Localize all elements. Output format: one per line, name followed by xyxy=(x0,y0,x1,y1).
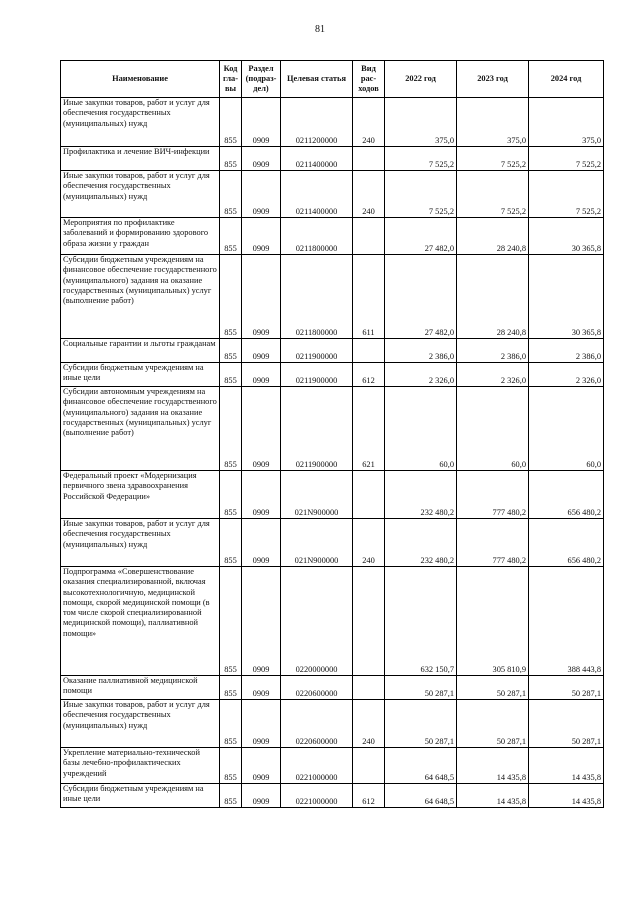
row-2022: 50 287,1 xyxy=(385,676,457,700)
row-chapter: 855 xyxy=(220,519,242,567)
table-row xyxy=(61,339,604,363)
row-2024: 7 525,2 xyxy=(529,147,604,171)
table-row xyxy=(61,784,604,808)
row-2022: 232 480,2 xyxy=(385,519,457,567)
row-target: 021N900000 xyxy=(281,519,353,567)
row-chapter: 855 xyxy=(220,363,242,387)
table-row xyxy=(61,567,604,676)
row-name: Федеральный проект «Модернизация первичного звена здравоохранения Российской Федерации» xyxy=(61,471,220,519)
row-2023: 2 326,0 xyxy=(457,363,529,387)
table-row xyxy=(61,147,604,171)
row-chapter: 855 xyxy=(220,748,242,784)
row-chapter: 855 xyxy=(220,218,242,255)
row-chapter: 855 xyxy=(220,676,242,700)
row-2023: 7 525,2 xyxy=(457,147,529,171)
row-chapter: 855 xyxy=(220,700,242,748)
row-expense: 240 xyxy=(353,700,385,748)
row-2022: 7 525,2 xyxy=(385,171,457,218)
row-2023: 777 480,2 xyxy=(457,471,529,519)
row-expense: 240 xyxy=(353,171,385,218)
table-header-row xyxy=(61,61,604,98)
row-2024: 14 435,8 xyxy=(529,748,604,784)
row-2024: 50 287,1 xyxy=(529,700,604,748)
row-expense xyxy=(353,339,385,363)
row-expense xyxy=(353,471,385,519)
row-chapter: 855 xyxy=(220,255,242,339)
row-expense xyxy=(353,147,385,171)
budget-table xyxy=(60,60,604,808)
row-name: Субсидии автономным учреждениям на финансовое обеспечение государственного (муниципального) задания на оказание государственных (муниципальных) услуг (выполнение работ) xyxy=(61,387,220,471)
row-section: 0909 xyxy=(242,519,281,567)
page-number: 81 xyxy=(315,24,325,35)
row-name: Субсидии бюджетным учреждениям на иные цели xyxy=(61,784,220,808)
table-row xyxy=(61,171,604,218)
row-name: Субсидии бюджетным учреждениям на финансовое обеспечение государственного (муниципального) задания на оказание государственных (муниципальных) услуг (выполнение работ) xyxy=(61,255,220,339)
row-2023: 305 810,9 xyxy=(457,567,529,676)
row-2023: 60,0 xyxy=(457,387,529,471)
row-target: 0220600000 xyxy=(281,700,353,748)
table-row xyxy=(61,255,604,339)
row-2024: 7 525,2 xyxy=(529,171,604,218)
row-2022: 232 480,2 xyxy=(385,471,457,519)
row-target: 021N900000 xyxy=(281,471,353,519)
row-expense: 621 xyxy=(353,387,385,471)
row-2022: 27 482,0 xyxy=(385,218,457,255)
row-section: 0909 xyxy=(242,363,281,387)
row-target: 0221000000 xyxy=(281,784,353,808)
row-target: 0211800000 xyxy=(281,218,353,255)
row-2022: 2 386,0 xyxy=(385,339,457,363)
row-name: Социальные гарантии и льготы гражданам xyxy=(61,339,220,363)
row-section: 0909 xyxy=(242,700,281,748)
row-name: Подпрограмма «Совершенствование оказания специализированной, включая высокотехнологичную, медицинской помощи, скорой медицинской помощи (в том числе скорой специализированной медицинской помощи), паллиативной помощи» xyxy=(61,567,220,676)
row-target: 0211200000 xyxy=(281,98,353,147)
row-expense xyxy=(353,748,385,784)
row-2022: 64 648,5 xyxy=(385,784,457,808)
table-row xyxy=(61,676,604,700)
row-section: 0909 xyxy=(242,171,281,218)
row-expense: 612 xyxy=(353,784,385,808)
row-2024: 60,0 xyxy=(529,387,604,471)
row-2024: 2 326,0 xyxy=(529,363,604,387)
row-2023: 2 386,0 xyxy=(457,339,529,363)
row-name: Оказание паллиативной медицинской помощи xyxy=(61,676,220,700)
row-expense xyxy=(353,218,385,255)
row-target: 0211900000 xyxy=(281,387,353,471)
table-row xyxy=(61,98,604,147)
row-chapter: 855 xyxy=(220,98,242,147)
row-target: 0211800000 xyxy=(281,255,353,339)
row-target: 0211400000 xyxy=(281,147,353,171)
row-section: 0909 xyxy=(242,339,281,363)
row-target: 0221000000 xyxy=(281,748,353,784)
row-chapter: 855 xyxy=(220,339,242,363)
row-2024: 656 480,2 xyxy=(529,519,604,567)
row-expense: 240 xyxy=(353,98,385,147)
row-section: 0909 xyxy=(242,784,281,808)
row-2022: 2 326,0 xyxy=(385,363,457,387)
row-2022: 64 648,5 xyxy=(385,748,457,784)
row-section: 0909 xyxy=(242,387,281,471)
row-2024: 30 365,8 xyxy=(529,255,604,339)
header-target: Целевая статья xyxy=(281,61,353,98)
header-name: Наименование xyxy=(61,61,220,98)
row-chapter: 855 xyxy=(220,387,242,471)
header-chapter: Код гла- вы xyxy=(220,61,242,98)
row-expense xyxy=(353,676,385,700)
row-expense: 612 xyxy=(353,363,385,387)
row-2022: 27 482,0 xyxy=(385,255,457,339)
table-row xyxy=(61,218,604,255)
row-chapter: 855 xyxy=(220,171,242,218)
row-2023: 50 287,1 xyxy=(457,700,529,748)
row-section: 0909 xyxy=(242,255,281,339)
row-target: 0220600000 xyxy=(281,676,353,700)
row-expense: 240 xyxy=(353,519,385,567)
header-2023: 2023 год xyxy=(457,61,529,98)
row-name: Субсидии бюджетным учреждениям на иные цели xyxy=(61,363,220,387)
row-2024: 30 365,8 xyxy=(529,218,604,255)
row-name: Иные закупки товаров, работ и услуг для обеспечения государственных (муниципальных) нужд xyxy=(61,519,220,567)
row-section: 0909 xyxy=(242,748,281,784)
table-row xyxy=(61,700,604,748)
row-2024: 14 435,8 xyxy=(529,784,604,808)
row-chapter: 855 xyxy=(220,567,242,676)
row-2023: 777 480,2 xyxy=(457,519,529,567)
row-target: 0211400000 xyxy=(281,171,353,218)
row-2024: 50 287,1 xyxy=(529,676,604,700)
table-row xyxy=(61,471,604,519)
row-name: Иные закупки товаров, работ и услуг для обеспечения государственных (муниципальных) нужд xyxy=(61,98,220,147)
row-2023: 14 435,8 xyxy=(457,748,529,784)
row-expense: 611 xyxy=(353,255,385,339)
row-name: Укрепление материально-технической базы лечебно-профилактических учреждений xyxy=(61,748,220,784)
row-target: 0220000000 xyxy=(281,567,353,676)
row-section: 0909 xyxy=(242,676,281,700)
header-2022: 2022 год xyxy=(385,61,457,98)
row-chapter: 855 xyxy=(220,147,242,171)
row-name: Профилактика и лечение ВИЧ-инфекции xyxy=(61,147,220,171)
header-2024: 2024 год xyxy=(529,61,604,98)
row-2022: 50 287,1 xyxy=(385,700,457,748)
row-name: Иные закупки товаров, работ и услуг для обеспечения государственных (муниципальных) нужд xyxy=(61,700,220,748)
row-2022: 60,0 xyxy=(385,387,457,471)
row-section: 0909 xyxy=(242,567,281,676)
row-chapter: 855 xyxy=(220,471,242,519)
row-2023: 7 525,2 xyxy=(457,171,529,218)
row-name: Иные закупки товаров, работ и услуг для обеспечения государственных (муниципальных) нужд xyxy=(61,171,220,218)
row-2023: 28 240,8 xyxy=(457,218,529,255)
row-section: 0909 xyxy=(242,471,281,519)
table-row xyxy=(61,519,604,567)
row-expense xyxy=(353,567,385,676)
table-row xyxy=(61,387,604,471)
row-2024: 656 480,2 xyxy=(529,471,604,519)
row-target: 0211900000 xyxy=(281,363,353,387)
row-2022: 375,0 xyxy=(385,98,457,147)
header-section: Раздел (подраз- дел) xyxy=(242,61,281,98)
row-2024: 375,0 xyxy=(529,98,604,147)
row-2023: 28 240,8 xyxy=(457,255,529,339)
row-2023: 14 435,8 xyxy=(457,784,529,808)
row-2023: 50 287,1 xyxy=(457,676,529,700)
row-2022: 7 525,2 xyxy=(385,147,457,171)
table-row xyxy=(61,748,604,784)
row-name: Мероприятия по профилактике заболеваний и формированию здорового образа жизни у граждан xyxy=(61,218,220,255)
row-section: 0909 xyxy=(242,147,281,171)
row-2022: 632 150,7 xyxy=(385,567,457,676)
row-section: 0909 xyxy=(242,218,281,255)
row-2023: 375,0 xyxy=(457,98,529,147)
table-row xyxy=(61,363,604,387)
row-2024: 388 443,8 xyxy=(529,567,604,676)
header-expense: Вид рас- ходов xyxy=(353,61,385,98)
row-target: 0211900000 xyxy=(281,339,353,363)
row-2024: 2 386,0 xyxy=(529,339,604,363)
row-chapter: 855 xyxy=(220,784,242,808)
row-section: 0909 xyxy=(242,98,281,147)
